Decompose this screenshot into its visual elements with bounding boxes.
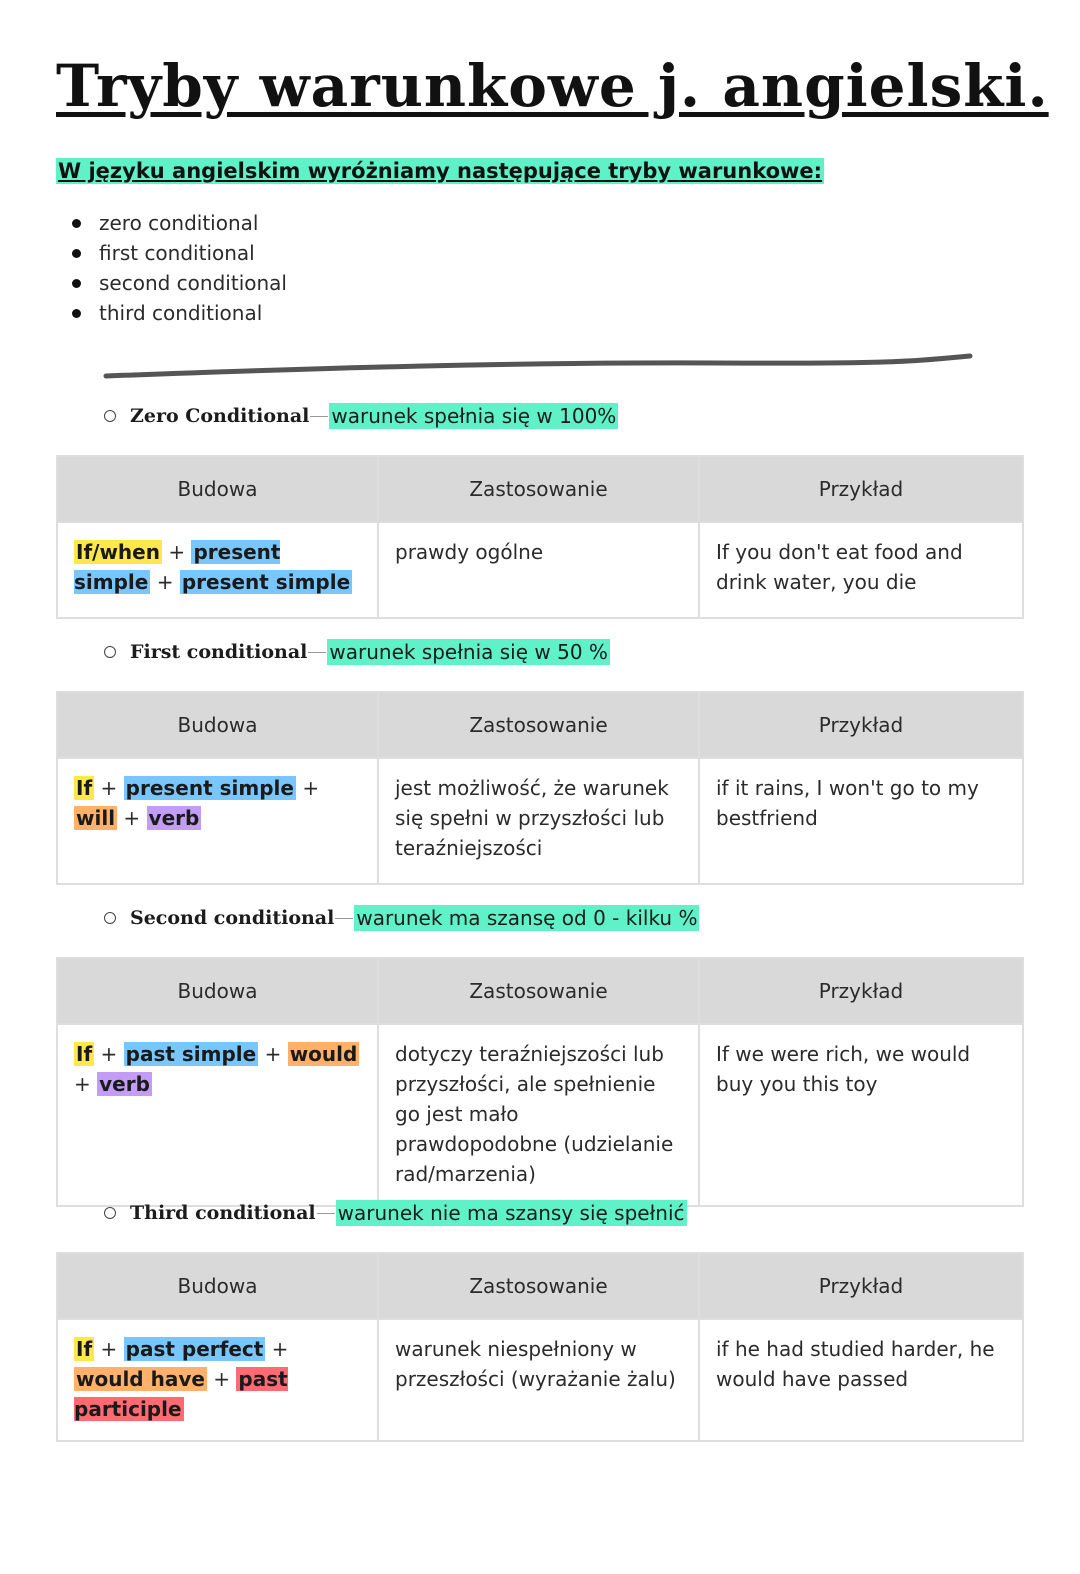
plus-sign: +: [213, 1367, 231, 1391]
header-build: Budowa: [57, 692, 378, 758]
section-note: warunek ma szansę od 0 - kilku %: [356, 906, 698, 930]
keyword-present-simple: present simple: [74, 540, 281, 594]
section-name: First conditional: [130, 641, 308, 663]
table-zero-conditional: [56, 455, 1024, 619]
header-usage: Zastosowanie: [378, 456, 699, 522]
plus-sign: +: [100, 776, 118, 800]
hand-drawn-divider: [100, 346, 980, 382]
hollow-bullet-icon: [104, 1207, 116, 1219]
header-example: Przykład: [699, 692, 1023, 758]
table-row: [57, 522, 1023, 618]
keyword-present-simple: present simple: [125, 776, 294, 800]
keyword-if: If: [76, 776, 93, 800]
header-build: Budowa: [57, 958, 378, 1024]
keyword-would: would: [289, 1042, 358, 1066]
header-example: Przykład: [699, 456, 1023, 522]
keyword-would-have: would have: [76, 1367, 205, 1391]
keyword-will: will: [76, 806, 116, 830]
table-first-conditional: [56, 691, 1024, 885]
plus-sign: +: [271, 1337, 289, 1361]
usage-cell: jest możliwość, że warunek się spełni w przyszłości lub teraźniejszości: [378, 758, 699, 884]
section-name: Second conditional: [130, 907, 335, 929]
header-example: Przykład: [699, 958, 1023, 1024]
usage-cell: warunek niespełniony w przeszłości (wyrażanie żalu): [378, 1319, 699, 1441]
keyword-verb: verb: [99, 1072, 150, 1096]
section-note: warunek nie ma szansy się spełnić: [337, 1201, 685, 1225]
plus-sign: +: [156, 570, 174, 594]
keyword-if: If: [76, 1337, 93, 1361]
plus-sign: +: [264, 1042, 282, 1066]
plus-sign: +: [100, 1042, 118, 1066]
header-usage: Zastosowanie: [378, 958, 699, 1024]
usage-cell: prawdy ogólne: [378, 522, 699, 618]
plus-sign: +: [302, 776, 320, 800]
example-cell: If we were rich, we would buy you this toy: [699, 1024, 1023, 1206]
build-cell: [57, 1024, 378, 1206]
list-item: zero conditional: [72, 208, 287, 238]
example-cell: if it rains, I won't go to my bestfriend: [699, 758, 1023, 884]
section-heading-first: [104, 639, 610, 665]
list-item: third conditional: [72, 298, 287, 328]
header-usage: Zastosowanie: [378, 692, 699, 758]
plus-sign: +: [74, 1072, 91, 1096]
list-item: second conditional: [72, 268, 287, 298]
keyword-verb: verb: [148, 806, 200, 830]
build-cell: [57, 1319, 378, 1441]
table-second-conditional: [56, 957, 1024, 1207]
table-row: [57, 758, 1023, 884]
table-row: [57, 1319, 1023, 1441]
hollow-bullet-icon: [104, 912, 116, 924]
table-third-conditional: [56, 1252, 1024, 1442]
usage-cell: dotyczy teraźniejszości lub przyszłości, ale spełnienie go jest mało prawdopodobne (udzielanie rad/marzenia): [378, 1024, 699, 1206]
conditional-types-list: [72, 208, 287, 328]
keyword-past-perfect: past perfect: [125, 1337, 264, 1361]
header-build: Budowa: [57, 456, 378, 522]
section-heading-third: [104, 1200, 687, 1226]
keyword-if-when: If/when: [76, 540, 160, 564]
section-note: warunek spełnia się w 100%: [331, 404, 617, 428]
page-title: Tryby warunkowe j. angielski.: [56, 52, 1049, 120]
table-row: [57, 1024, 1023, 1206]
keyword-if: If: [76, 1042, 93, 1066]
keyword-past-participle: past participle: [74, 1367, 288, 1421]
section-name: Zero Conditional: [130, 405, 310, 427]
build-cell: [57, 758, 378, 884]
section-heading-second: [104, 905, 699, 931]
header-example: Przykład: [699, 1253, 1023, 1319]
build-cell: [57, 522, 378, 618]
section-heading-zero: [104, 403, 618, 429]
plus-sign: +: [168, 540, 186, 564]
header-usage: Zastosowanie: [378, 1253, 699, 1319]
section-name: Third conditional: [130, 1202, 316, 1224]
keyword-present-simple: present simple: [181, 570, 351, 594]
hollow-bullet-icon: [104, 410, 116, 422]
keyword-past-simple: past simple: [125, 1042, 257, 1066]
list-item: first conditional: [72, 238, 287, 268]
example-cell: if he had studied harder, he would have passed: [699, 1319, 1023, 1441]
plus-sign: +: [100, 1337, 118, 1361]
header-build: Budowa: [57, 1253, 378, 1319]
section-note: warunek spełnia się w 50 %: [329, 640, 608, 664]
hollow-bullet-icon: [104, 646, 116, 658]
example-cell: If you don't eat food and drink water, you die: [699, 522, 1023, 618]
plus-sign: +: [123, 806, 141, 830]
subtitle: W języku angielskim wyróżniamy następujące tryby warunkowe:: [58, 159, 823, 183]
